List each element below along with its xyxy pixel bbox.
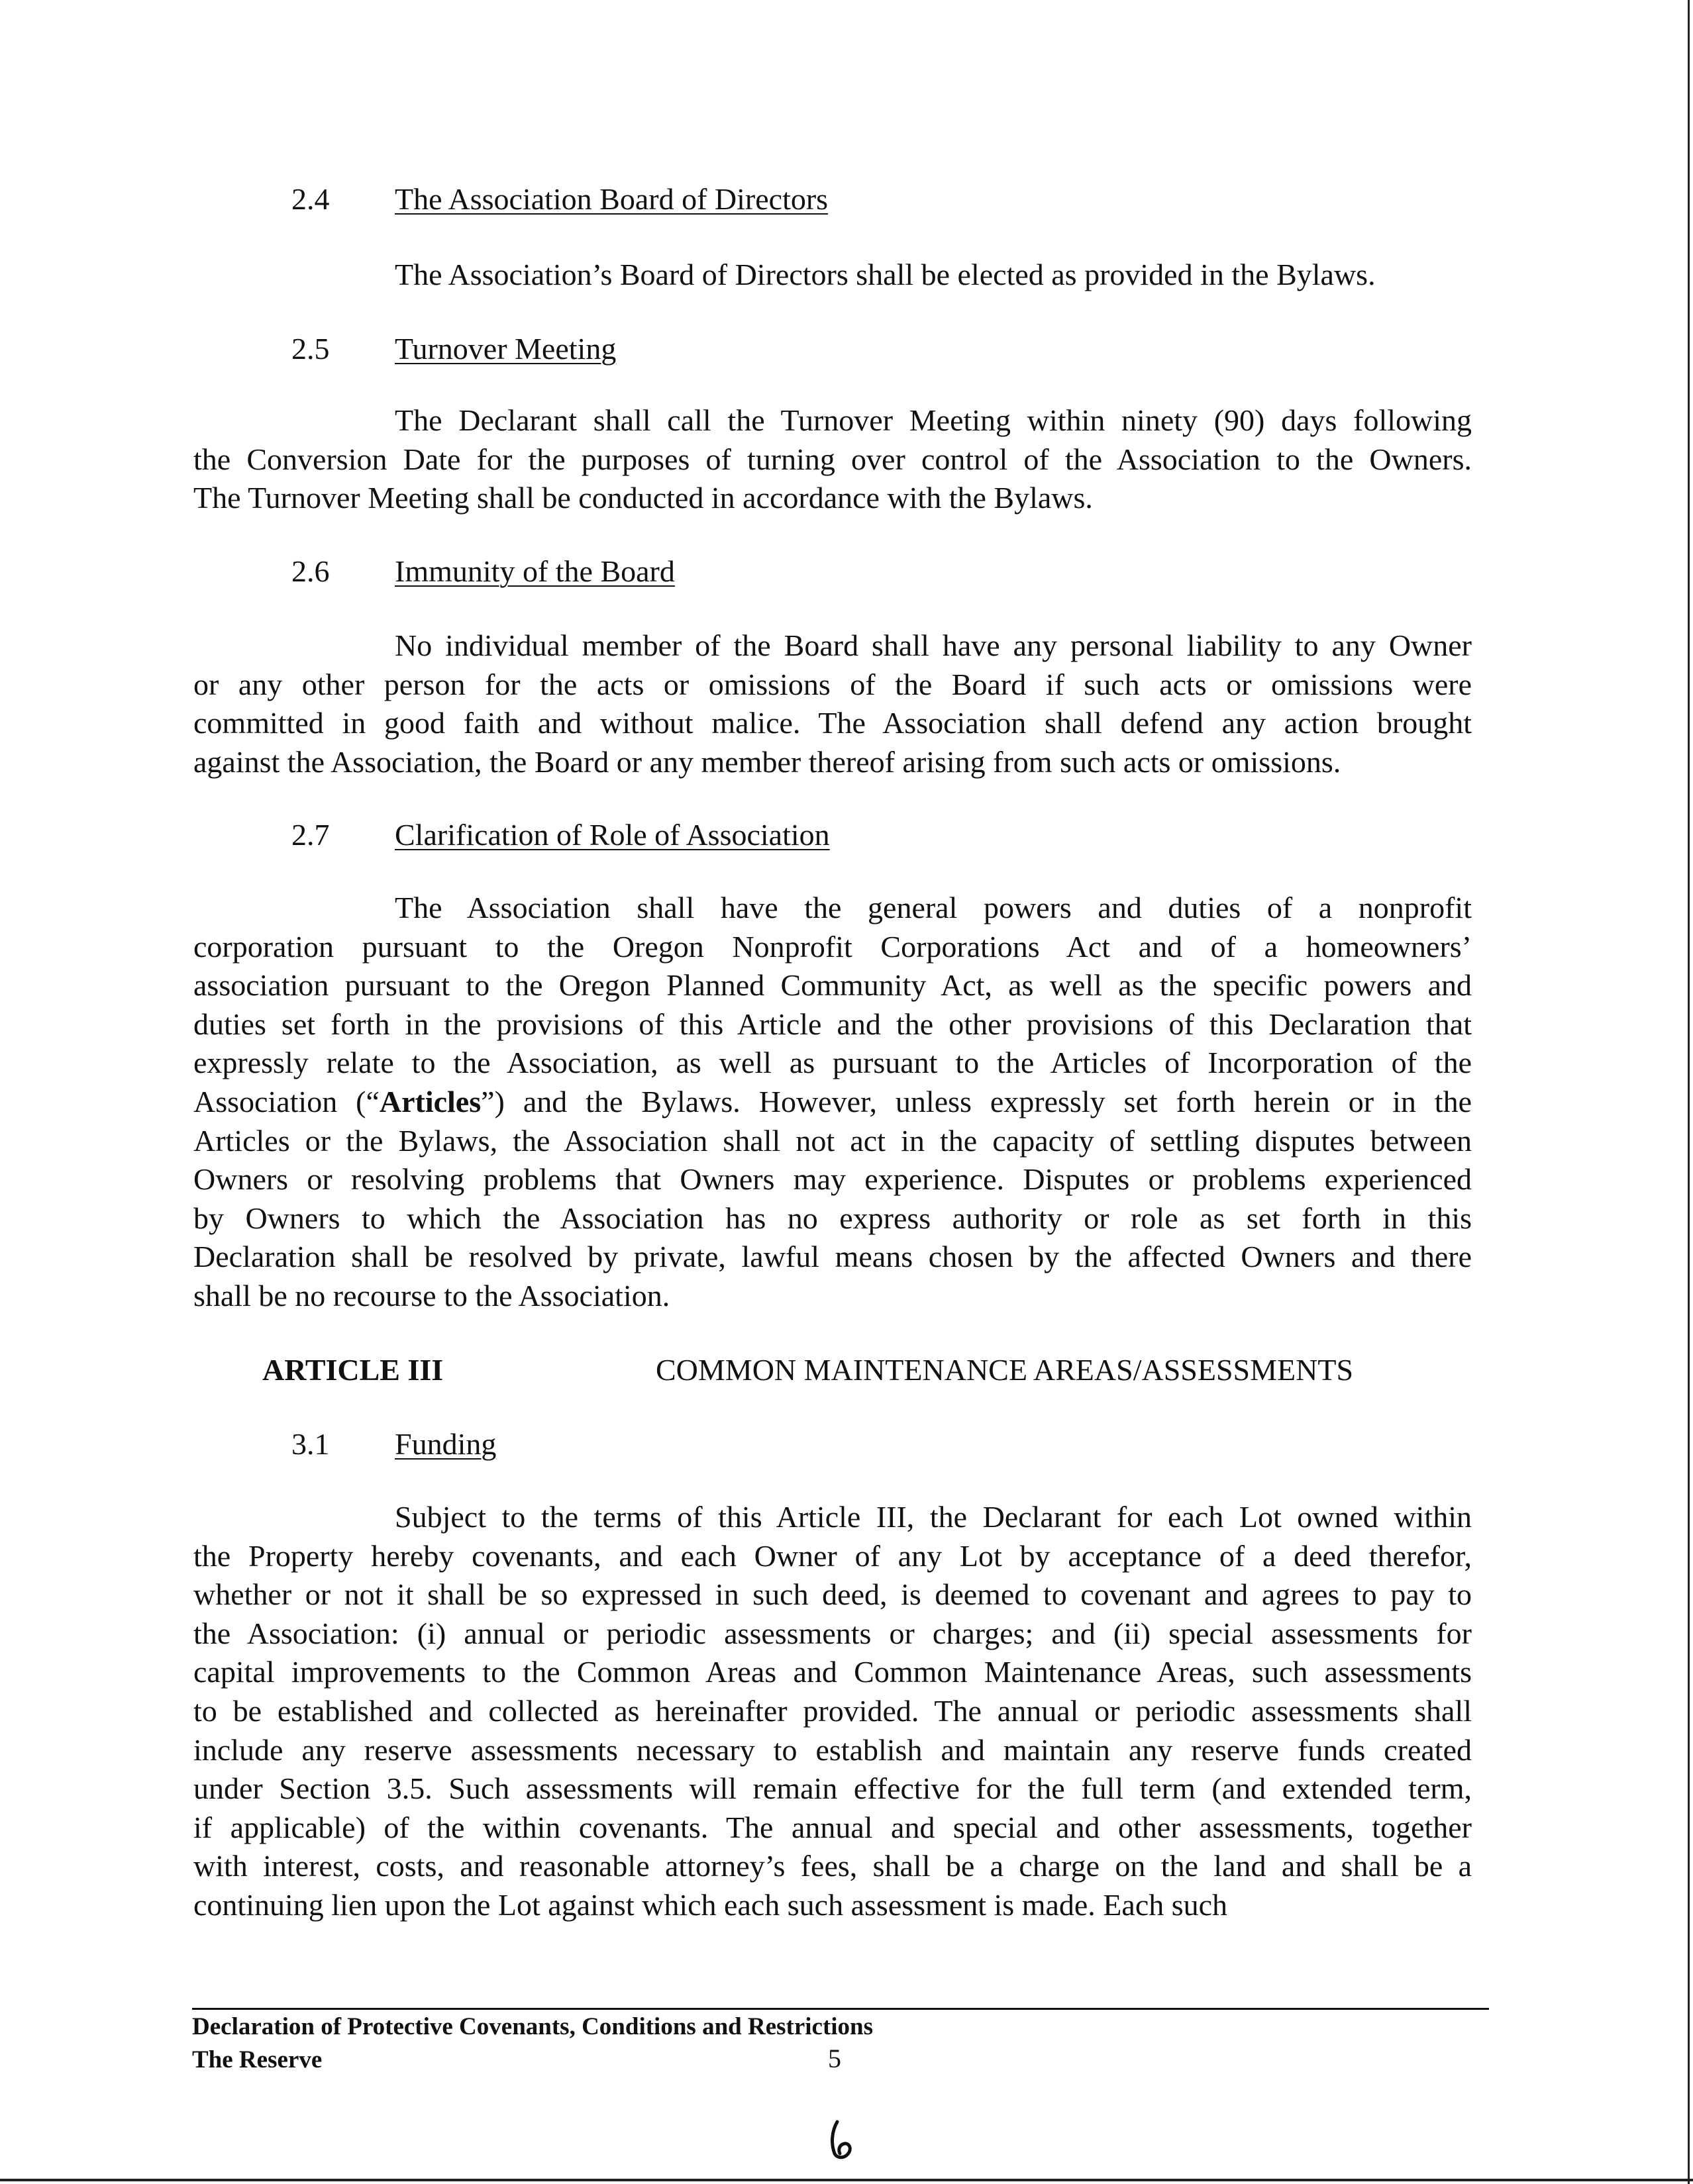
section-title: Turnover Meeting <box>395 332 617 366</box>
paragraph-line: against the Association, the Board or any member thereof arising from such acts or omissions. <box>193 744 1341 779</box>
paragraph-line: Declaration shall be resolved by private, lawful means chosen by the affected Owners and there <box>193 1240 1472 1274</box>
section-number: 2.4 <box>291 182 330 216</box>
paragraph-line: Articles or the Bylaws, the Association shall not act in the capacity of settling disputes between <box>193 1123 1472 1158</box>
paragraph-line: shall be no recourse to the Association. <box>193 1278 670 1313</box>
scan-border-right <box>1688 0 1690 2184</box>
paragraph-line: capital improvements to the Common Areas and Common Maintenance Areas, such assessments <box>193 1655 1472 1689</box>
section-title: Funding <box>395 1427 497 1461</box>
paragraph-line: or any other person for the acts or omissions of the Board if such acts or omissions were <box>193 667 1472 701</box>
scan-border-bottom <box>0 2179 1693 2181</box>
paragraph-line: with interest, costs, and reasonable attorney’s fees, shall be a charge on the land and shall be a <box>193 1849 1472 1883</box>
section-2-6-body <box>193 626 1472 781</box>
paragraph-line: the Association: (i) annual or periodic assessments or charges; and (ii) special assessments for <box>193 1616 1472 1650</box>
paragraph-line: if applicable) of the within covenants. The annual and special and other assessments, together <box>193 1810 1472 1844</box>
paragraph-line: committed in good faith and without malice. The Association shall defend any action brought <box>193 706 1472 740</box>
paragraph-line: The Turnover Meeting shall be conducted in accordance with the Bylaws. <box>193 481 1093 515</box>
paragraph-line: to be established and collected as hereinafter provided. The annual or periodic assessments shall <box>193 1693 1472 1728</box>
handwritten-page-mark <box>825 2116 865 2163</box>
paragraph-line: Association (“Articles”) and the Bylaws. However, unless expressly set forth herein or in the <box>193 1084 1472 1118</box>
section-3-1-body <box>193 1498 1472 1925</box>
section-title: The Association Board of Directors <box>395 182 829 216</box>
paragraph-line: whether or not it shall be so expressed in such deed, is deemed to covenant and agrees to pay to <box>193 1577 1472 1612</box>
footer-project-name: The Reserve <box>192 2046 323 2073</box>
paragraph-line: duties set forth in the provisions of this Article and the other provisions of this Declaration that <box>193 1007 1472 1041</box>
section-number: 2.5 <box>291 332 330 366</box>
section-title: Clarification of Role of Association <box>395 818 830 852</box>
paragraph-line: association pursuant to the Oregon Planned Community Act, as well as the specific powers and <box>193 968 1472 1003</box>
paragraph-line: No individual member of the Board shall have any personal liability to any Owner <box>395 628 1472 662</box>
paragraph-line: corporation pursuant to the Oregon Nonprofit Corporations Act and of a homeowners’ <box>193 929 1472 964</box>
footer-document-title: Declaration of Protective Covenants, Conditions and Restrictions <box>192 2013 874 2040</box>
paragraph-line: Owners or resolving problems that Owners may experience. Disputes or problems experienced <box>193 1162 1472 1197</box>
paragraph-line: continuing lien upon the Lot against which each such assessment is made. Each such <box>193 1887 1228 1922</box>
paragraph-line: include any reserve assessments necessary to establish and maintain any reserve funds created <box>193 1732 1472 1767</box>
section-number: 2.6 <box>291 554 330 588</box>
paragraph-line: The Association shall have the general powers and duties of a nonprofit <box>395 891 1472 924</box>
section-number: 3.1 <box>291 1427 330 1461</box>
paragraph-line: the Property hereby covenants, and each Owner of any Lot by acceptance of a deed therefor, <box>193 1538 1472 1573</box>
section-number: 2.7 <box>291 818 330 852</box>
paragraph-line: The Declarant shall call the Turnover Meeting within ninety (90) days following <box>395 403 1472 437</box>
section-2-5-body <box>193 401 1472 518</box>
footer-divider <box>192 2008 1489 2010</box>
paragraph-line: by Owners to which the Association has no express authority or role as set forth in this <box>193 1201 1472 1235</box>
defined-term: Articles <box>379 1084 482 1118</box>
paragraph-line: under Section 3.5. Such assessments will remain effective for the full term (and extended term, <box>193 1771 1472 1806</box>
section-2-7-body <box>193 889 1472 1316</box>
page-number: 5 <box>828 2044 841 2073</box>
paragraph-line: expressly relate to the Association, as well as pursuant to the Articles of Incorporation of the <box>193 1046 1472 1080</box>
article-title: COMMON MAINTENANCE AREAS/ASSESSMENTS <box>656 1353 1354 1387</box>
article-label: ARTICLE III <box>262 1353 444 1387</box>
paragraph-line: Subject to the terms of this Article III, the Declarant for each Lot owned within <box>395 1500 1472 1534</box>
paragraph-line: the Conversion Date for the purposes of turning over control of the Association to the Owners. <box>193 442 1472 476</box>
section-title: Immunity of the Board <box>395 554 675 588</box>
section-2-4-body: The Association’s Board of Directors shall be elected as provided in the Bylaws. <box>395 258 1376 291</box>
